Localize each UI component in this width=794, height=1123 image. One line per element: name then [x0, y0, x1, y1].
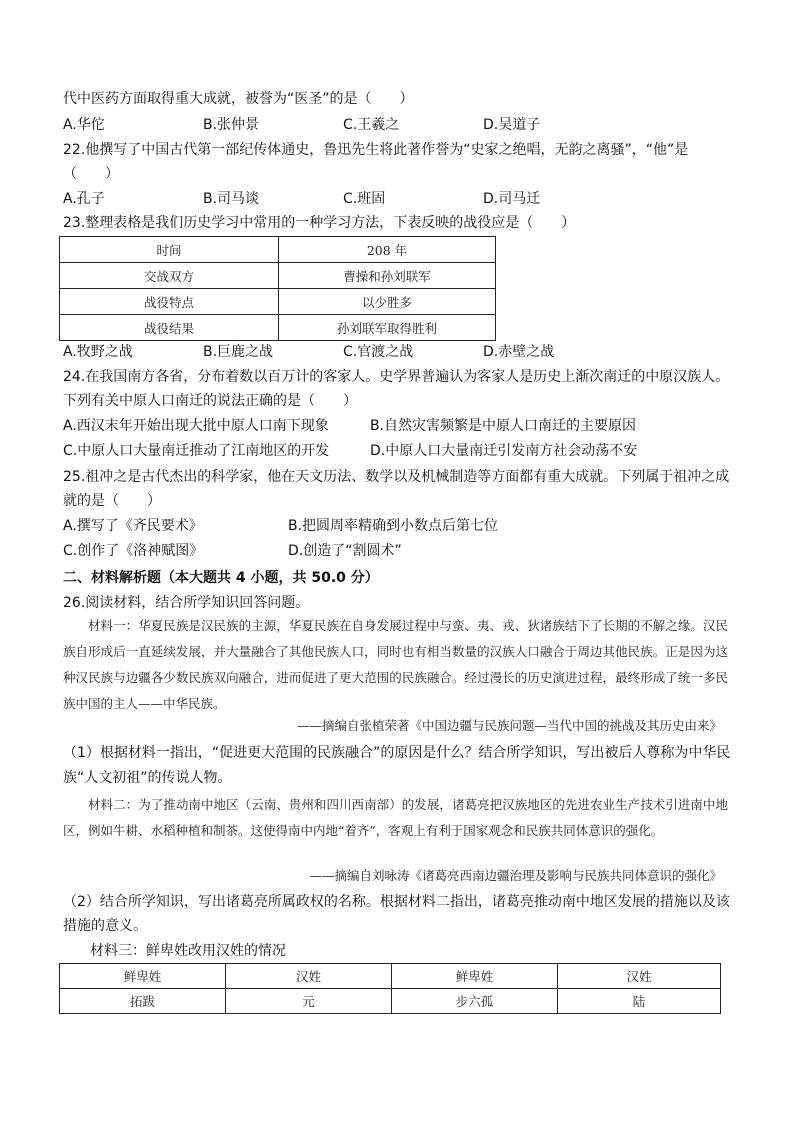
- table-cell: 曹操和孙刘联军: [279, 263, 496, 289]
- q21-option-c: C.王羲之: [343, 117, 400, 133]
- q23-option-b: B.巨鹿之战: [203, 344, 274, 360]
- material-two-source: ——摘编自刘咏涛《诸葛亮西南边疆治理及影响与民族共同体意识的强化》: [309, 868, 722, 883]
- table-cell: 步六孤: [392, 989, 558, 1014]
- table-cell: 汉姓: [558, 964, 721, 989]
- q22-option-c: C.班固: [343, 191, 386, 207]
- q26-sub1-line2: 族“人文初祖”的传说人物。: [63, 770, 232, 786]
- table-cell: 交战双方: [60, 263, 279, 289]
- q21-option-d: D.吴道子: [483, 117, 541, 133]
- table-cell: 以少胜多: [279, 289, 496, 315]
- q21-option-a: A.华佗: [63, 117, 105, 133]
- q25-option-b: B.把圆周率精确到小数点后第七位: [288, 518, 499, 534]
- material-one: 材料一：华夏民族是汉民族的主源，华夏民族在自身发展过程中与蛮、夷、戎、狄诸族结下了长期的不解之缘。汉民族自形成后一直延续发展，并大量融合了其他民族人口，同时也有相当数量的汉族人口融合于周边其他民族。正是因为这种汉民族与边疆各少数民族双向融合，进而促进了更大范围的民族融合。经过漫长的历史演进过程，最终形成了统一多民族中国的主人——中华民族。: [63, 618, 728, 711]
- table-cell: 战役结果: [60, 315, 279, 341]
- q24-option-d: D.中原人口大量南迁引发南方社会动荡不安: [370, 443, 638, 459]
- table-cell: 208 年: [279, 237, 496, 263]
- q23-option-a: A.牧野之战: [63, 344, 133, 360]
- q23-option-c: C.官渡之战: [343, 344, 414, 360]
- q25-stem-line1: 25.祖冲之是古代杰出的科学家，他在天文历法、数学以及机械制造等方面都有重大成就。下列属于祖冲之成: [63, 469, 730, 485]
- q21-option-b: B.张仲景: [203, 117, 260, 133]
- table-cell: 汉姓: [226, 964, 392, 989]
- table-cell: 鲜卑姓: [60, 964, 226, 989]
- q25-option-c: C.创作了《洛神赋图》: [63, 543, 204, 559]
- section-heading: 二、材料解析题（本大题共 4 小题，共 50.0 分）: [63, 570, 379, 586]
- q23-option-d: D.赤壁之战: [483, 344, 555, 360]
- table-cell: 拓跋: [60, 989, 226, 1014]
- table-cell: 鲜卑姓: [392, 964, 558, 989]
- table-cell: 元: [226, 989, 392, 1014]
- q24-option-c: C.中原人口大量南迁推动了江南地区的开发: [63, 443, 330, 459]
- q22-stem-line1: 22.他撰写了中国古代第一部纪传体通史，鲁迅先生将此著作誉为“史家之绝唱，无韵之离骚”，“他”是: [63, 142, 689, 158]
- table-cell: 战役特点: [60, 289, 279, 315]
- table-cell: 孙刘联军取得胜利: [279, 315, 496, 341]
- q22-option-b: B.司马谈: [203, 191, 260, 207]
- q26-sub2-line1: （2）结合所学知识，写出诸葛亮所属政权的名称。根据材料二指出，诸葛亮推动南中地区发展的措施以及该: [63, 894, 730, 910]
- material-one-source: ——摘编自张植荣著《中国边疆与民族问题—当代中国的挑战及其历史由来》: [296, 718, 722, 733]
- q24-stem-line1: 24.在我国南方各省，分布着数以百万计的客家人。史学界普遍认为客家人是历史上渐次南迁的中原汉族人。: [63, 369, 730, 385]
- q26-sub2-line2: 措施的意义。: [63, 918, 147, 934]
- q21-stem: 代中医药方面取得重大成就，被誉为“医圣”的是（ ）: [63, 91, 414, 107]
- q22-option-d: D.司马迁: [483, 191, 541, 207]
- q26-stem: 26.阅读材料，结合所学知识回答问题。: [63, 595, 310, 611]
- material-three-title: 材料三：鲜卑姓改用汉姓的情况: [90, 943, 286, 959]
- q22-stem-line2: （ ）: [63, 166, 119, 182]
- q25-stem-line2: 就的是（ ）: [63, 493, 161, 509]
- table-cell: 时间: [60, 237, 279, 263]
- q22-option-a: A.孔子: [63, 191, 105, 207]
- surname-table: [59, 963, 721, 1014]
- material-two: 材料二：为了推动南中地区（云南、贵州和四川西南部）的发展，诸葛亮把汉族地区的先进农业生产技术引进南中地区，例如牛耕、水稻种植和制茶。这使得南中内地“着齐”，客观上有利于国家观念和民族共同体意识的强化。: [63, 797, 728, 838]
- q24-option-a: A.西汉末年开始出现大批中原人口南下现象: [63, 418, 329, 434]
- q26-sub1-line1: （1）根据材料一指出，“促进更大范围的民族融合”的原因是什么？结合所学知识，写出被后人尊称为中华民: [63, 745, 731, 761]
- q25-option-d: D.创造了“割圆术”: [288, 543, 402, 559]
- q24-option-b: B.自然灾害频繁是中原人口南迁的主要原因: [370, 418, 637, 434]
- q23-stem: 23.整理表格是我们历史学习中常用的一种学习方法，下表反映的战役应是（ ）: [63, 215, 576, 231]
- table-cell: 陆: [558, 989, 721, 1014]
- q25-option-a: A.撰写了《齐民要术》: [63, 518, 203, 534]
- q24-stem-line2: 下列有关中原人口南迁的说法正确的是（ ）: [63, 393, 357, 409]
- q23-battle-table: [59, 236, 496, 341]
